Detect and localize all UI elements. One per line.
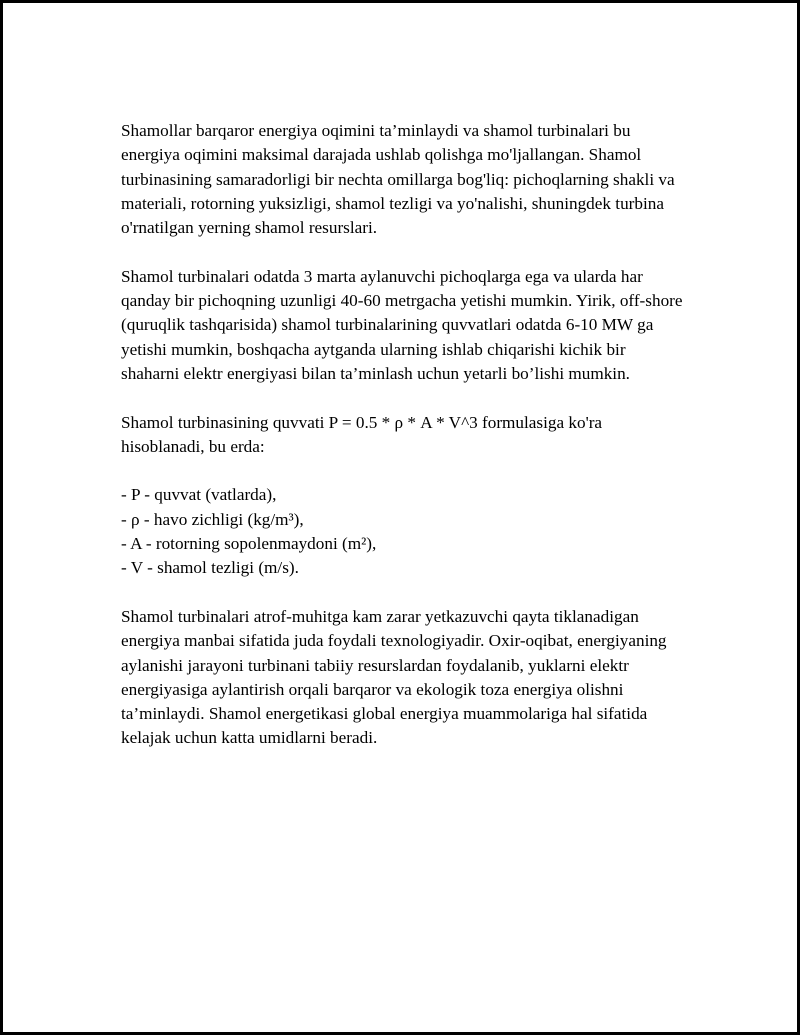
paragraph-turbine-blades: Shamol turbinalari odatda 3 marta aylanuvchi pichoqlarga ega va ularda har qanday bir pichoqning uzunligi 40-60 metrgacha yetishi mumkin. Yirik, off-shore (quruqlik tashqarisida) shamol turbinalarining quvvatlari odatda 6-10 MW ga yetishi mumkin, boshqacha aytganda ularning ishlab chiqarishi kichik bir shaharni elektr energiyasi bilan ta’minlash uchun yetarli bo’lishi mumkin. [121,266,683,383]
paragraph-wind-energy-flow: Shamollar barqaror energiya oqimini ta’minlaydi va shamol turbinalari bu energiya oqimini maksimal darajada ushlab qolishga mo'ljallangan. Shamol turbinasining samaradorligi bir nechta omillarga bog'liq: pichoqlarning shakli va materiali, rotorning yuksizligi, shamol tezligi va yo'nalishi, shuningdek turbina o'rnatilgan yerning shamol resurslari. [121,121,675,238]
list-item: - V - shamol tezligi (m/s). [121,558,299,578]
paragraph-power-formula: Shamol turbinasining quvvati P = 0.5 * ρ * A * V^3 formulasiga ko'ra hisoblanadi, bu erda: [121,412,603,456]
paragraph-conclusion: Shamol turbinalari atrof-muhitga kam zarar yetkazuvchi qayta tiklanadigan energiya manbai sifatida juda foydali texnologiyadir. Oxir-oqibat, energiyaning aylanishi jarayoni turbinani tabiiy resurslardan foydalanib, yuklarni elektr energiyasiga aylantirish orqali barqaror va ekologik toza energiya olishni ta’minlaydi. Shamol energetikasi global energiya muammolariga hal sifatida kelajak uchun katta umidlarni beradi. [121,606,667,748]
formula-terms-list [121,483,687,580]
list-item: - ρ - havo zichligi (kg/m³), [121,509,304,529]
list-item: - P - quvvat (vatlarda), [121,485,277,505]
document-body [121,119,687,775]
list-item: - A - rotorning sopolenmaydoni (m²), [121,534,377,554]
